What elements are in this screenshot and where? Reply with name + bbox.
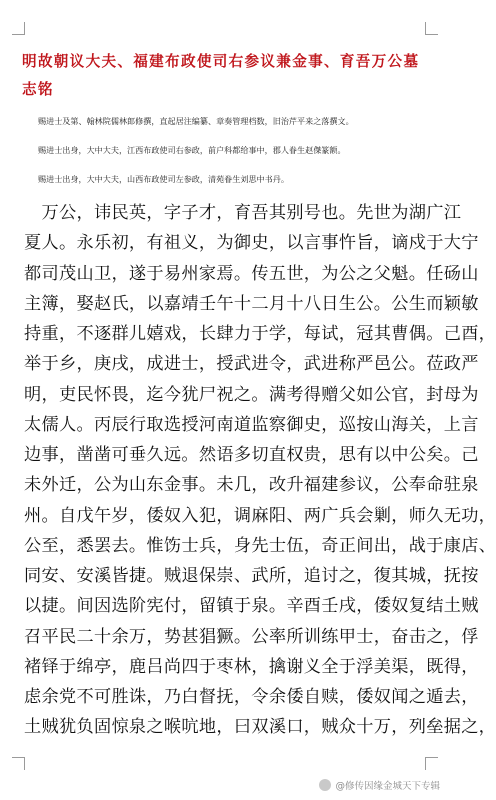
body-line: 以捷。间因选阶宪付，留镇于泉。辛酉壬戌，倭奴复结土贼 (24, 596, 479, 617)
colophon-line: 赐进士出身，大中大夫，江西布政使司右参政，前户科都给事中，郡人眷生赵傑篆额。 (38, 145, 346, 155)
page-corner-mark (425, 757, 438, 770)
body-line: 主簿，娶赵氏，以嘉靖壬午十二月十八日生公。公生而颖敏 (24, 293, 479, 314)
page-corner-mark (425, 22, 438, 35)
body-line: 万公，讳民英，字子才，育吾其别号也。先世为湖广江 (24, 203, 462, 223)
colophon-line: 赐进士出身，大中大夫，山西布政使司左参政，清苑眷生刘思中书丹。 (38, 174, 289, 184)
body-line: 公至，悉罢去。惟饬士兵，身先士伍，奇正间出，战于康店、 (24, 535, 496, 556)
watermark-text: @修传因缘金城天下专辑 (335, 781, 440, 792)
page-corner-mark (12, 22, 25, 35)
title-line: 明故朝议大夫、福建布政使司右参议兼金事、育吾万公墓 (22, 53, 420, 70)
page-corner-mark (12, 757, 25, 770)
colophon (38, 116, 433, 203)
colophon-line: 赐进士及第、翰林院儒林郎修撰，直起居注编纂、章奏管理档数，旧治芹平来之落撰文。 (38, 116, 354, 126)
body-line: 夏人。永乐初，有祖义，为御史，以言事忤旨，谪戍于大宁 (24, 233, 479, 254)
body-line: 褚铎于绵亭，鹿吕尚四于枣林，擒谢义全于浮美渠，既得， (24, 656, 479, 677)
body-line: 都司茂山卫，遂于易州家焉。传五世，为公之父魁。任砀山 (24, 263, 479, 284)
body-line: 州。自戊午岁，倭奴入犯，调麻阳、两广兵会剿，师久无功， (24, 505, 496, 526)
body-line: 持重，不逐群儿嬉戏，长肆力于学，每试，冠其曹偶。己酉， (24, 324, 496, 344)
body-line: 虑余党不可胜诛，乃白督抚，令余倭自赎，倭奴闻之遁去， (24, 687, 479, 707)
document-title (22, 48, 430, 104)
body-line: 太儒人。丙辰行取选授河南道监察御史，巡按山海关，上言 (24, 414, 479, 435)
epitaph-body (24, 198, 496, 743)
body-line: 未外迁，公为山东金事。未几，改升福建参议，公奉命驻泉 (24, 475, 479, 496)
weibo-logo-icon (319, 779, 331, 791)
body-line: 举于乡，庚戌，成进士，授武进令，武进称严邑公。莅政严 (24, 354, 479, 375)
body-line: 边事，凿凿可垂久远。然语多切直权贵，思有以中公矣。己 (24, 445, 479, 465)
body-line: 明，吏民怀畏，迄今犹尸祝之。满考得赠父如公官，封母为 (24, 384, 479, 405)
watermark (319, 778, 440, 792)
body-line: 土贼犹负固惊泉之喉吭地，曰双溪口，贼众十万，列垒据之， (24, 717, 496, 738)
body-line: 召平民二十余万，势甚猖獗。公率所训练甲士，奋击之，俘 (24, 626, 479, 647)
title-line: 志铭 (22, 81, 54, 98)
body-line: 同安、安溪皆捷。贼退保崇、武所，追讨之，復其城，抚按 (24, 566, 479, 586)
